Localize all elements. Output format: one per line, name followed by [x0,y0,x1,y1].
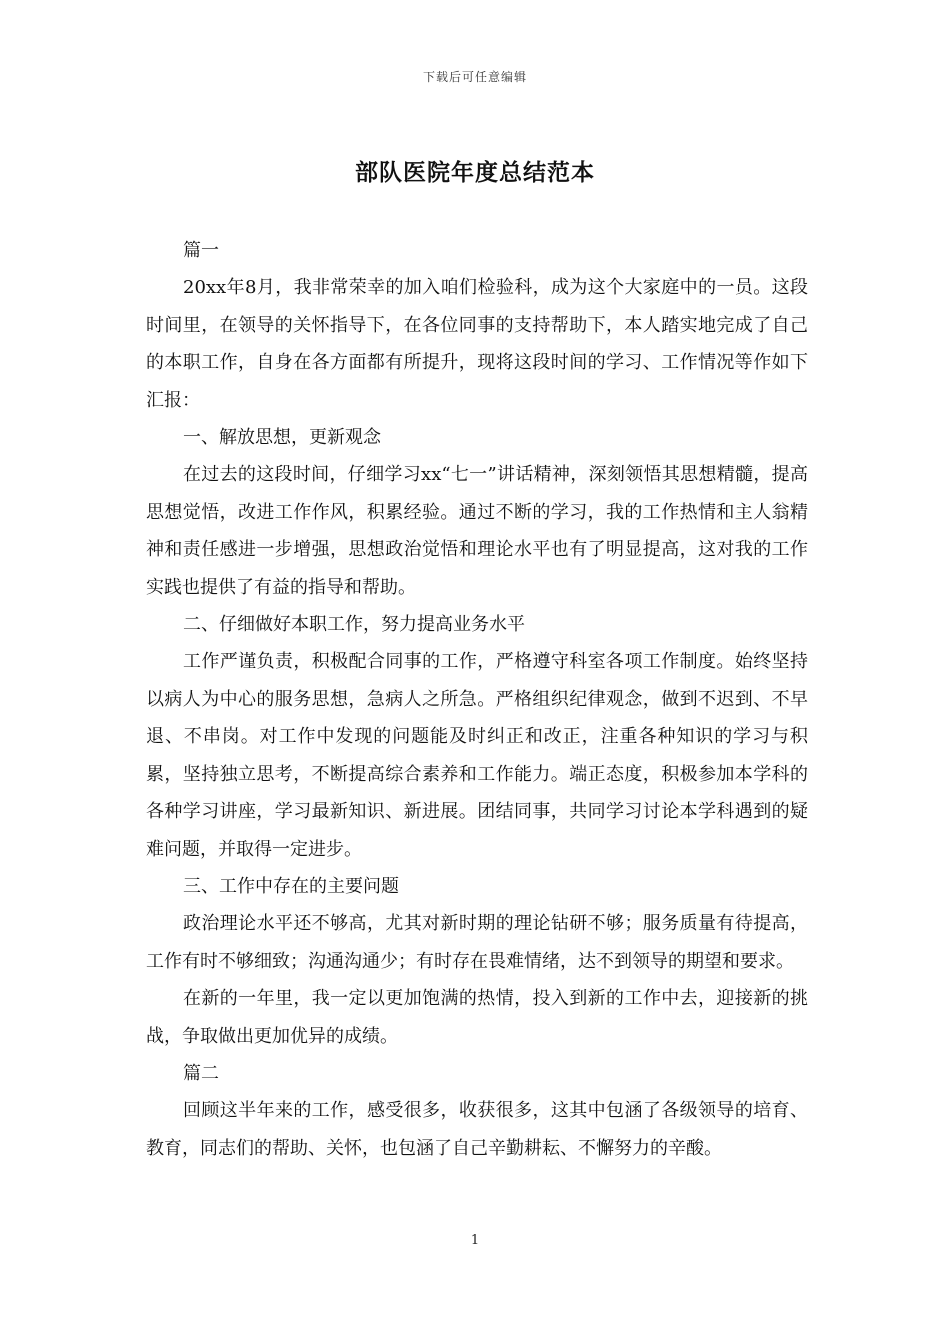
section-heading-3: 三、工作中存在的主要问题 [183,875,399,897]
paragraph-part-two-intro: 回顾这半年来的工作，感受很多，收获很多，这其中包涵了各级领导的培育、教育，同志们的帮助、关怀，也包涵了自己辛勤耕耘、不懈努力的辛酸。 [146,1100,808,1159]
section-heading-2: 二、仔细做好本职工作，努力提高业务水平 [183,614,525,636]
page-header-note: 下载后可任意编辑 [422,70,527,84]
document-title: 部队医院年度总结范本 [355,159,595,186]
paragraph-section-2: 工作严谨负责，积极配合同事的工作，严格遵守科室各项工作制度。始终坚持以病人为中心的服务思想，急病人之所急。严格组织纪律观念，做到不迟到、不早退、不串岗。对工作中发现的问题能及时纠正和改正，注重各种知识的学习与积累，坚持独立思考，不断提高综合素养和工作能力。端正态度，积极参加本学科的各种学习讲座，学习最新知识、新进展。团结同事，共同学习讨论本学科遇到的疑难问题，并取得一定进步。 [146,651,808,860]
paragraph-closing: 在新的一年里，我一定以更加饱满的热情，投入到新的工作中去，迎接新的挑战，争取做出更加优异的成绩。 [146,988,808,1047]
page-number: 1 [470,1233,480,1248]
document-body [146,232,808,1167]
section-heading-1: 一、解放思想，更新观念 [183,427,381,449]
paragraph-intro: 20xx年8月，我非常荣幸的加入咱们检验科，成为这个大家庭中的一员。这段时间里，在领导的关怀指导下，在各位同事的支持帮助下，本人踏实地完成了自己的本职工作，自身在各方面都有所提升，现将这段时间的学习、工作情况等作如下汇报： [146,277,808,411]
section-heading-part-two: 篇二 [183,1062,219,1084]
paragraph-section-3: 政治理论水平还不够高，尤其对新时期的理论钻研不够；服务质量有待提高，工作有时不够细致；沟通沟通少；有时存在畏难情绪，达不到领导的期望和要求。 [146,913,808,972]
section-heading-part-one: 篇一 [183,240,219,261]
paragraph-section-1: 在过去的这段时间，仔细学习xx“七一”讲话精神，深刻领悟其思想精髓，提高思想觉悟，改进工作作风，积累经验。通过不断的学习，我的工作热情和主人翁精神和责任感进一步增强，思想政治觉悟和理论水平也有了明显提高，这对我的工作实践也提供了有益的指导和帮助。 [146,464,808,598]
